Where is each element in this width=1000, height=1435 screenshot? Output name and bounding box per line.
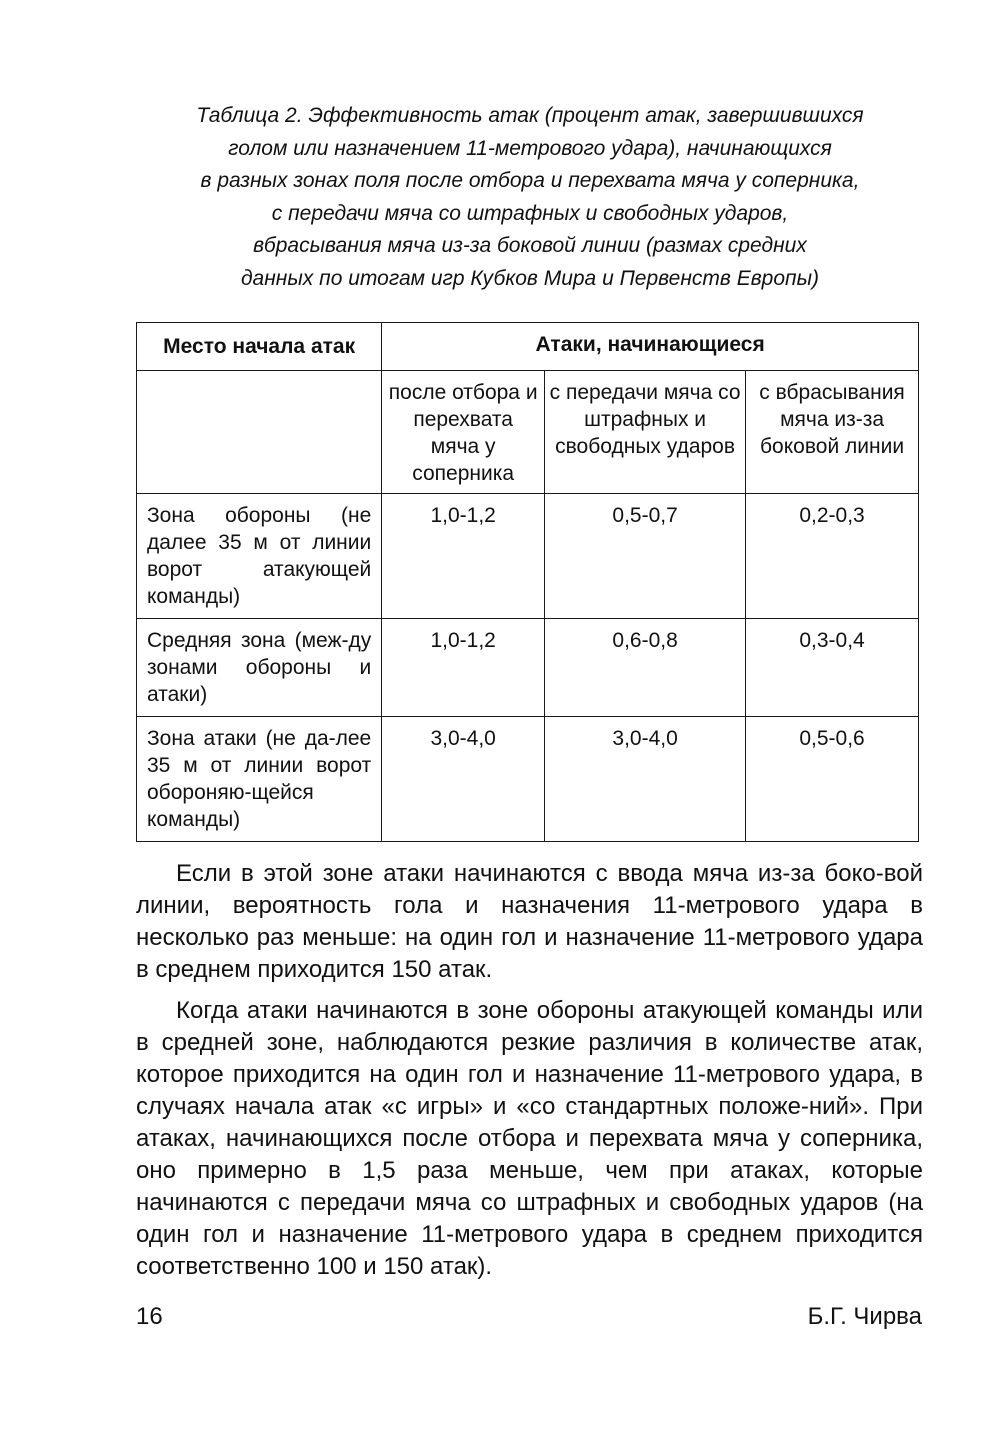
row-value: 0,5-0,7 — [545, 494, 746, 619]
paragraph: Когда атаки начинаются в зоне обороны атакующей команды или в средней зоне, наблюдаются резкие различия в количестве атак, которое приходится на один гол и назначение 11-метрового удара, в случаях начала атак «с игры» и «со стандартных положе-ний». При атаках, начинающихся после отбора и перехвата мяча у соперника, оно примерно в 1,5 раза меньше, чем при атаках, которые начинаются с передачи мяча со штрафных и свободных ударов (на один гол и назначение 11-метрового удара в среднем приходится соответственно 100 и 150 атак). — [136, 997, 923, 1280]
caption-line: голом или назначением 11-метрового удара), начинающихся — [228, 136, 832, 160]
table-row — [137, 717, 919, 842]
row-value: 3,0-4,0 — [545, 717, 746, 842]
table-row — [137, 619, 919, 717]
row-place: Зона обороны (не далее 35 м от линии ворот атакующей команды) — [137, 494, 382, 619]
row-value: 1,0-1,2 — [382, 619, 545, 717]
row-value: 0,3-0,4 — [746, 619, 919, 717]
row-value: 0,6-0,8 — [545, 619, 746, 717]
paragraph: Если в этой зоне атаки начинаются с ввода мяча из-за боко-вой линии, вероятность гола и назначения 11-метрового удара в несколько раз меньше: на один гол и назначение 11-метрового удара в среднем приходится 150 атак. — [136, 860, 923, 983]
subheader-free-kicks: с передачи мяча со штрафных и свободных ударов — [545, 371, 746, 494]
table-header-row — [137, 323, 919, 371]
subheader-after-tackle: после отбора и перехвата мяча у соперника — [382, 371, 545, 494]
place-header-spacer — [137, 371, 382, 494]
row-place: Средняя зона (меж-ду зонами обороны и атаки) — [137, 619, 382, 717]
table-caption — [140, 100, 920, 295]
caption-line: вбрасывания мяча из-за боковой линии (размах средних — [253, 234, 807, 257]
row-value: 0,2-0,3 — [746, 494, 919, 619]
attack-efficiency-table — [136, 322, 919, 842]
place-column-header: Место начала атак — [137, 323, 382, 371]
caption-line: данных по итогам игр Кубков Мира и Первенств Европы) — [240, 266, 820, 290]
caption-line: Таблица 2. Эффективность атак (процент атак, завершившихся — [196, 104, 864, 127]
running-footer-author: Б.Г. Чирва — [807, 1303, 922, 1330]
row-place: Зона атаки (не да-лее 35 м от линии ворот обороняю-щейся команды) — [137, 717, 382, 842]
table-row — [137, 494, 919, 619]
attacks-group-header: Атаки, начинающиеся — [382, 323, 919, 371]
row-value: 3,0-4,0 — [382, 717, 545, 842]
table-subheader-row — [137, 371, 919, 494]
page-number: 16 — [136, 1303, 163, 1330]
subheader-throw-in: с вбрасывания мяча из-за боковой линии — [746, 371, 919, 494]
row-value: 1,0-1,2 — [382, 494, 545, 619]
body-text — [136, 858, 923, 1292]
row-value: 0,5-0,6 — [746, 717, 919, 842]
caption-line: в разных зонах поля после отбора и перехвата мяча у соперника, — [200, 169, 860, 192]
caption-line: с передачи мяча со штрафных и свободных ударов, — [271, 201, 789, 225]
